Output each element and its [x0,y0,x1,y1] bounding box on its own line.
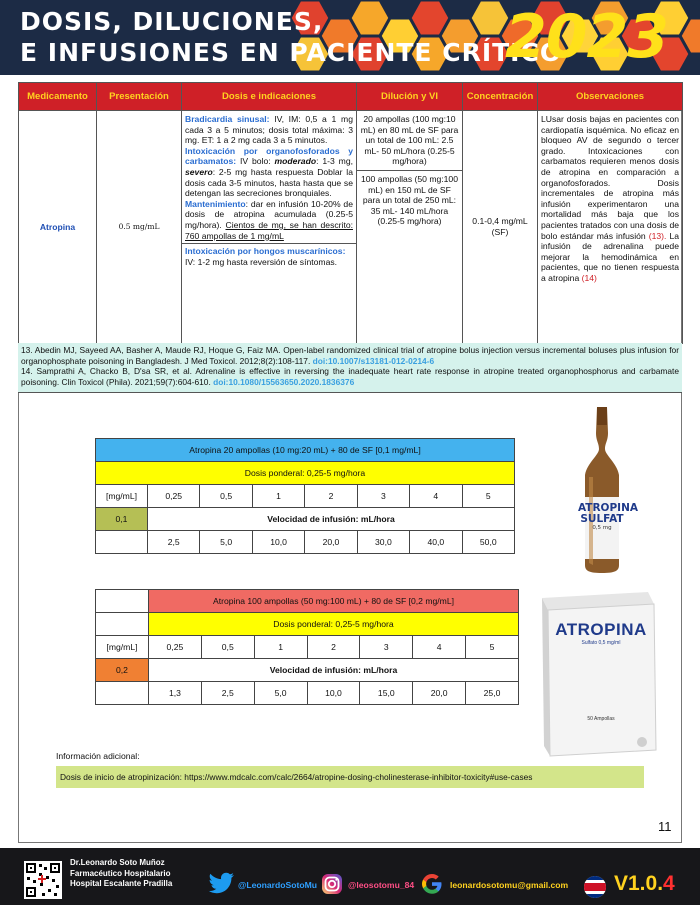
infusion-1-dose: 0,25 [148,485,200,508]
reference-14-doi-link[interactable]: doi:10.1080/15563650.2020.1836376 [213,376,355,387]
dosis-cell [182,111,357,344]
infusion-2-dose: 0,25 [149,636,202,659]
page-number: 11 [658,819,672,834]
infusion-1-dose: 1 [252,485,304,508]
observations-text-1: LUsar dosis bajas en pacientes con cardiopatía isquémica. No eficaz en bloqueo AV de segundo o tercer grado. Intoxicaciones con carbamatos requieren menos dosis de atropina en comparación a organofosforados. Dosis incrementales de atropina más infusión experimentaron una mortalidad más baja que los pacientes tratados con una dosis de bolo estándar más infusión [541,114,679,241]
author-hospital: Hospital Escalante Pradilla [70,879,173,888]
infusion-2-rate: 15,0 [360,682,413,705]
dosis-severo: severo [185,166,213,177]
column-header-dosis: Dosis e indicaciones [182,83,357,111]
infusion-2-dose: 0,5 [201,636,254,659]
infusion-2-label-row [96,659,519,682]
presentation-cell: 0.5 mg/mL [97,111,182,344]
author-name: Dr.Leonardo Soto Muñoz [70,858,165,867]
dosis-hongos: IV: 1-2 mg hasta reversión de síntomas. [185,256,338,267]
reference-14: 14. Samprathi A, Chacko B, D'sa SR, et al. Adrenaline is effective in reversing the inadequate heart rate response in atropine treated organophosphorus and carbamate poisoning. Clin Toxicol (Phila). 2021;59(7):604-610. [21,366,679,387]
observations-ref-13: (13). [648,230,667,241]
version-main: V1.0. [614,872,664,895]
additional-info-label: Información adicional: [56,751,140,761]
medication-name: Atropina [19,111,97,344]
infusion-1-empty-cell [96,531,148,554]
ampoule-label-line1: ATROPINA [578,502,639,514]
dilution-option-2: 100 ampollas (50 mg:100 mL) en 150 mL de SF para un total de 250 mL: 35 mL- 140 mL/hora (0.25-5 mg/hora) [361,173,458,227]
infusion-1-concentration: 0,1 [96,508,148,531]
infusion-1-dose-row [96,485,515,508]
infusion-1-dose: 5 [462,485,514,508]
infusion-1-rate: 30,0 [357,531,409,554]
column-header-medicamento: Medicamento [19,83,97,111]
infusion-2-rate-row [96,682,519,705]
reference-13: 13. Abedin MJ, Sayeed AA, Basher A, Maude RJ, Hoque G, Faiz MA. Open-label randomized clinical trial of atropine bolus injection versus incremental boluses plus infusion for organophosphate poisoning in Bangladesh. J Med Toxicol. 2012;8(2):108-117. [21,345,679,366]
infusion-table-100-ampollas [95,589,519,705]
dilution-option-1: 20 ampollas (100 mg:10 mL) en 80 mL de SF para un total de 100 mL: 2.5 mL- 50 mL/hora (0.25-5 mg/hora) [357,111,462,171]
infusion-1-rate: 20,0 [305,531,357,554]
infusion-2-dose: 4 [413,636,466,659]
indication-mantenimiento: Mantenimiento [185,198,246,209]
references-block [18,343,682,393]
email-address[interactable]: leonardosotomu@gmail.com [450,880,569,890]
instagram-icon[interactable] [321,873,343,895]
infusion-1-dose: 3 [357,485,409,508]
infusion-1-rate: 40,0 [410,531,462,554]
infusion-1-dose: 4 [410,485,462,508]
author-info [70,858,172,890]
indication-organofosforados: Intoxicación por organofosforados y carbamatos: [185,145,353,167]
indication-hongos-block [182,243,356,267]
costa-rica-flag-icon [583,875,611,899]
infusion-2-corner-cell [96,590,149,613]
product-box-subtitle: Sulfato 0,5 mg/ml [581,640,621,646]
dosis-cientos-mg: Cientos de mg, se han descrito: 760 ampollas de 1 mg/mL [185,219,353,241]
page-header [0,0,700,75]
ampoule-label-line2: SULFAT [580,513,624,525]
infusion-2-rate-label: Velocidad de infusión: mL/hora [149,659,519,682]
infusion-1-rate-label: Velocidad de infusión: mL/hora [148,508,515,531]
product-box-count: 50 Ampollas [587,716,615,722]
indication-hongos: Intoxicación por hongos muscarínicos: [185,246,346,257]
dosis-bolo: IV bolo: [240,156,271,167]
infusion-2-rate: 1,3 [149,682,202,705]
indication-bradicardia: Bradicardia sinusal: [185,114,270,124]
dosis-moderado: moderado [274,156,317,167]
infusion-2-dose: 1 [254,636,307,659]
infusion-2-unit-label: [mg/mL] [96,636,149,659]
observations-text-2: La infusión de adrenalina puede mejorar la hemodinámica en pacientes, que no tienen respuesta a atropina [541,230,679,283]
dosis-bradicardia: IV, IM: 0,5 a 1 mg cada 3 a 5 minutos; dosis total máxima: 3 mg. ET: 1 a 2 mg cada 3 a 5 minutos. [185,114,353,146]
infusion-2-empty-cell [96,682,149,705]
observations-cell [538,111,683,344]
reference-13-doi-link[interactable]: doi:10.1007/s13181-012-0214-6 [312,355,435,366]
infusion-1-dose: 2 [305,485,357,508]
infusion-1-unit-label: [mg/mL] [96,485,148,508]
infusion-2-dose: 2 [307,636,360,659]
infusion-1-rate: 10,0 [252,531,304,554]
page-title-line2: E INFUSIONES EN PACIENTE CRÍTICO [20,38,563,67]
drug-table [18,82,683,344]
infusion-table-20-ampollas [95,438,515,554]
observations-ref-14: (14) [581,272,597,283]
infusion-2-rate: 25,0 [466,682,519,705]
dosis-moderado-value: : 1-3 mg, [316,156,353,167]
version-last-digit: 4 [663,872,675,895]
column-header-dilucion: Dilución y VI [357,83,463,111]
version-label [614,872,675,896]
page-title-line1: DOSIS, DILUCIONES, [20,7,324,36]
column-header-concentracion: Concentración [463,83,538,111]
qr-code-icon[interactable] [24,861,62,899]
column-header-observaciones: Observaciones [538,83,683,111]
ampoule-label-dose: 0,5 mg [592,525,612,531]
infusion-2-rate: 5,0 [254,682,307,705]
atropinization-link[interactable]: Dosis de inicio de atropinización: https://www.mdcalc.com/calc/2664/atropine-dosing-cholinesterase-inhibitor-toxicity#use-cases [56,766,644,788]
ampoule-photo [575,405,639,575]
product-box-photo [538,590,658,758]
infusion-2-rate: 20,0 [413,682,466,705]
infusion-1-label-row [96,508,515,531]
dosis-severo-value: : 2-5 mg hasta respuesta Doblar la dosis cada 3-5 minutos, hasta hasta que se detengan las secreciones bronquiales. [185,166,353,199]
infusion-2-dose: 5 [466,636,519,659]
google-icon[interactable] [421,873,443,895]
infusion-1-rate: 50,0 [462,531,514,554]
dilution-cell [357,111,463,344]
infusion-1-subtitle: Dosis ponderal: 0,25-5 mg/hora [96,462,515,485]
infusion-1-dose: 0,5 [200,485,252,508]
infusion-1-rate-row [96,531,515,554]
infusion-2-rate: 10,0 [307,682,360,705]
infusion-2-dose-row [96,636,519,659]
dosis-mantenimiento: : dar en infusión 10-20% de dosis de atropina acumulada (0.25-5 mg/hora). [185,198,353,230]
twitter-handle[interactable]: @LeonardoSotoMu [238,880,318,890]
page-title [20,6,562,68]
drug-row-atropina [19,111,683,344]
instagram-handle[interactable]: @leosotomu_84 [348,880,415,890]
concentration-cell: 0.1-0,4 mg/mL (SF) [463,111,538,344]
header-year: 2023 [505,2,668,72]
infusion-2-rate: 2,5 [201,682,254,705]
infusion-1-title: Atropina 20 ampollas (10 mg:20 mL) + 80 de SF [0,1 mg/mL] [96,439,515,462]
infusion-1-rate: 5,0 [200,531,252,554]
infusion-2-concentration: 0,2 [96,659,149,682]
author-role: Farmacéutico Hospitalario [70,868,171,878]
infusion-2-title: Atropina 100 ampollas (50 mg:100 mL) + 80 de SF [0,2 mg/mL] [149,590,519,613]
infusion-2-subtitle: Dosis ponderal: 0,25-5 mg/hora [149,613,519,636]
ampoule-label [578,502,639,531]
infusion-1-rate: 2,5 [148,531,200,554]
product-box-brand: ATROPINA [555,620,647,639]
infusion-2-corner-cell-2 [96,613,149,636]
column-header-presentacion: Presentación [97,83,182,111]
drug-table-header-row [19,83,683,111]
twitter-icon[interactable] [207,872,235,894]
infusion-2-dose: 3 [360,636,413,659]
